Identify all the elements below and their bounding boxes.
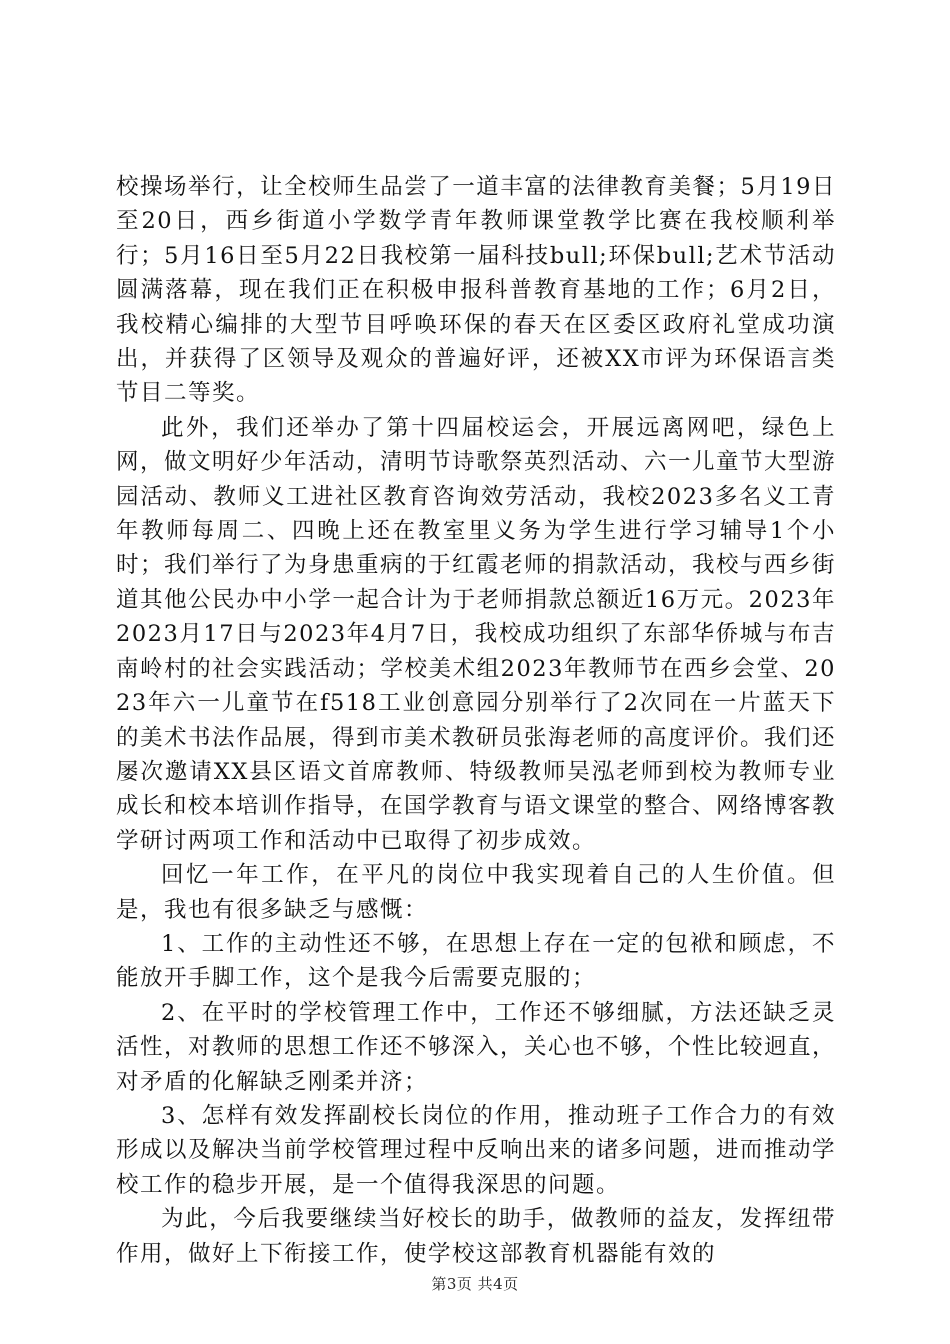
paragraph: 校操场举行，让全校师生品尝了一道丰富的法律教育美餐；5月19日至20日，西乡街道小学数学青年教师课堂教学比赛在我校顺利举行；5月16日至5月22日我校第一届科技bull;环保bull;艺术节活动圆满落幕，现在我们正在积极申报科普教育基地的工作；6月2日，我校精心编排的大型节目呼唤环保的春天在区委区政府礼堂成功演出，并获得了区领导及观众的普遍好评，还被XX市评为环保语言类节目二等奖。 <box>116 174 836 407</box>
list-item: 1、工作的主动性还不够，在思想上存在一定的包袱和顾虑，不能放开手脚工作，这个是我今后需要克服的； <box>116 930 836 992</box>
paragraph: 回忆一年工作，在平凡的岗位中我实现着自己的人生价值。但是，我也有很多缺乏与感慨： <box>116 862 836 923</box>
paragraph: 此外，我们还举办了第十四届校运会，开展远离网吧，绿色上网，做文明好少年活动，清明节诗歌祭英烈活动、六一儿童节大型游园活动、教师义工进社区教育咨询效劳活动，我校2023多名义工青年教师每周二、四晚上还在教室里义务为学生进行学习辅导1个小时；我们举行了为身患重病的于红霞老师的捐款活动，我校与西乡街道其他公民办中小学一起合计为于老师捐款总额近16万元。2023年2023月17日与2023年4月7日，我校成功组织了东部华侨城与布吉南岭村的社会实践活动；学校美术组2023年教师节在西乡会堂、2023年六一儿童节在f518工业创意园分别举行了2次同在一片蓝天下的美术书法作品展，得到市美术教研员张海老师的高度评价。我们还屡次邀请XX县区语文首席教师、特级教师吴泓老师到校为教师专业成长和校本培训作指导，在国学教育与语文课堂的整合、网络博客教学研讨两项工作和活动中已取得了初步成效。 <box>116 414 837 854</box>
page-footer: 第3页 共4页 <box>431 1275 519 1293</box>
body-text <box>116 170 836 1271</box>
list-item: 3、怎样有效发挥副校长岗位的作用，推动班子工作合力的有效形成以及解决当前学校管理过程中反响出来的诸多问题，进而推动学校工作的稳步开展，是一个值得我深思的问题。 <box>116 1102 837 1198</box>
list-item: 2、在平时的学校管理工作中，工作还不够细腻，方法还缺乏灵活性，对教师的思想工作还不够深入，关心也不够，个性比较迥直，对矛盾的化解缺乏刚柔并济； <box>116 999 837 1095</box>
paragraph: 为此，今后我要继续当好校长的助手，做教师的益友，发挥纽带作用，做好上下衔接工作，使学校这部教育机器能有效的 <box>116 1206 836 1267</box>
